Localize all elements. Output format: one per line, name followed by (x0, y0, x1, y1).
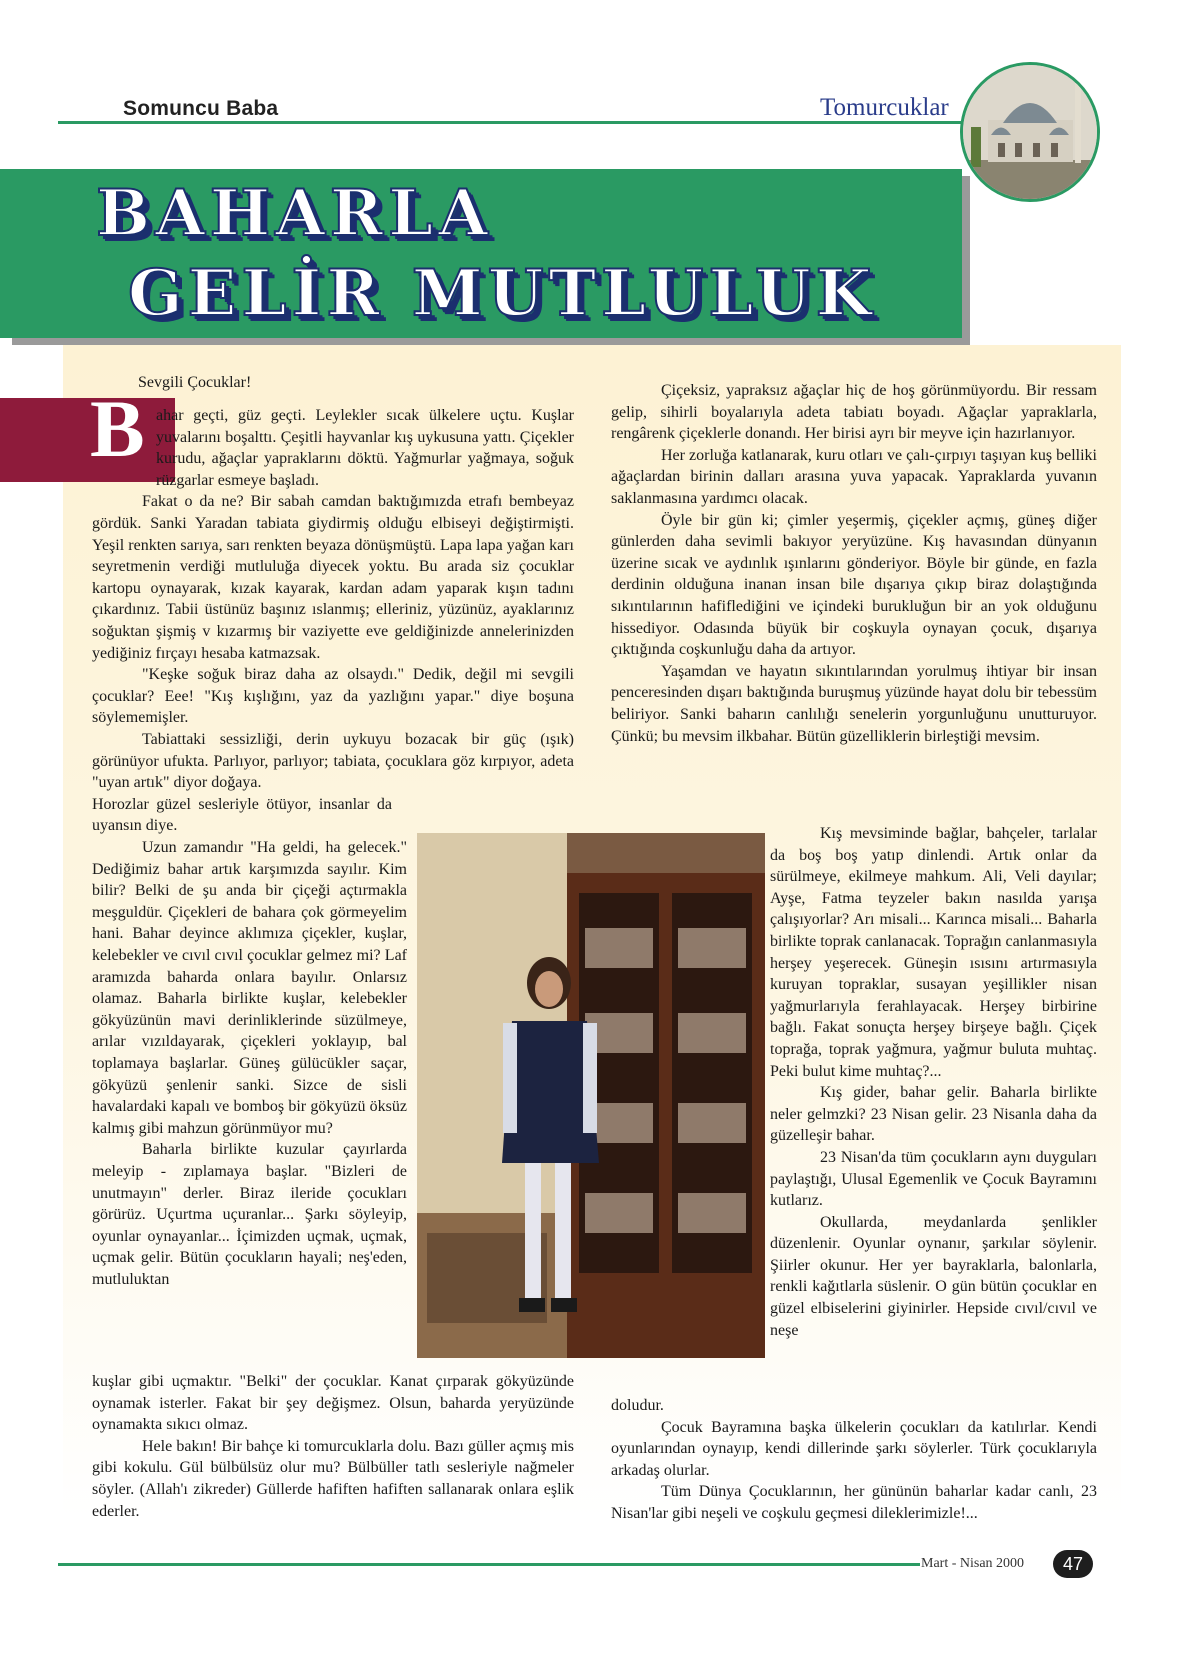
paragraph: Tüm Dünya Çocuklarının, her gününün baharlar kadar canlı, 23 Nisan'lar gibi neşeli ve coşkulu geçmesi dileklerimizle!... (611, 1483, 1097, 1522)
mosque-illustration (963, 65, 1097, 199)
paragraph: Hele bakın! Bir bahçe ki tomurcuklarla dolu. Bazı güller açmış mis gibi kokulu. Gül bülbülsüz olur mu? Bülbüller tatlı sesleriyle nağmeler söyler. (Allah'ı zikreder) Güllerde hafiften hafiften sallanarak onlara eşlik ederler. (92, 1437, 574, 1520)
right-column-bottom (611, 1395, 1097, 1525)
left-column-narrow (92, 837, 407, 1290)
right-column-top (611, 380, 1097, 747)
paragraph: Öyle bir gün ki; çimler yeşermiş, çiçekler açmış, güneş diğer günlerden daha sevimli bakıyor yeryüzüne. Kış havasından dünyanın üzerine sıcak ve aydınlık ışınlarını gönderiyor. Böyle bir günde, en fazla derdinin olduğuna inanan insan bile dışarıya çıkıp biraz dolaştığında sıkıntılarının hafiflediğini ve içindeki burukluğun bir an yok olduğunu hissediyor. Odasında büyük bir coşkuyla oynayan çocuk, dışarıya çıktığında coşkunluğu daha da artıyor. (611, 511, 1097, 659)
left-column-bottom (92, 1371, 574, 1522)
magazine-name: Somuncu Baba (123, 97, 279, 120)
paragraph: doludur. (611, 1397, 664, 1414)
paragraph: Yaşamdan ve hayatın sıkıntılarından yorulmuş ihtiyar bir insan penceresinden dışarı baktığında buruşmuş yüzünde hayat dolu bir tebessüm beliriyor. Sanki baharın canlılığı senelerin yorgunluğunu unutturuyor. Çünkü; bu mevsim ilkbahar. Bütün güzelliklerin birleştiği mevsim. (611, 662, 1097, 745)
paragraph: ahar geçti, güz geçti. Leylekler sıcak ülkelere uçtu. Kuşlar yuvalarını boşalttı. Çeşitli hayvanlar kış uykusuna yattı. Çiçekler kurudu, ağaçlar yapraklarını döktü. Yağmurlar yağmaya, soğuk rüzgarlar esmeye başladı. (156, 407, 574, 489)
girl-photo (417, 833, 765, 1358)
paragraph: Uzun zamandır "Ha geldi, ha gelecek." Dediğimiz bahar artık karşımızda sayılır. Kim bilir? Belki de şu anda bir çiçeği açtırmakla meşguldür. Çiçekleri de bahara çok görmeyelim hani. Bahar deyince aklımıza çiçekler, kuşlar, kelebekler ve cıvıl cıvıl çocuklar gelmez mi? Laf aramızda baharda onlara bayılır. Onlarsız olamaz. Baharla birlikte kuşlar, kelebekler gökyüzünün mavi derinliklerinde süzülmeye, arılar vızıldayarak, çiçekleri yoklayıp, bal toplamaya başlarlar. Güneş gülücükler saçar, gökyüzü şenlenir sanki. Sizce de sisli havalardaki kapalı ve bomboş bir gökyüzü öksüz kalmış gibi mahzun görünmüyor mu? (92, 839, 407, 1137)
paragraph: Horozlar güzel sesleriyle ötüyor, insanlar da uyansın diye. (92, 795, 392, 835)
paragraph: Tabiattaki sessizliği, derin uykuyu bozacak bir güç (ışık) görünüyor ufukta. Parlıyor, parlıyor; tabiata, çocuklara göz kırpıyor, adeta "uyan artık" diyor doğaya. (92, 730, 574, 792)
dropcap: B (90, 383, 145, 474)
page-number: 47 (1053, 1550, 1093, 1578)
paragraph: "Keşke soğuk biraz daha az olsaydı." Dedik, değil mi sevgili çocuklar? Eee! "Kış kışlığını, yaz da yazlığını yapar." diye boşuna söylememişler. (92, 666, 574, 727)
paragraph: Fakat o da ne? Bir sabah camdan baktığımızda etrafı bembeyaz gördük. Sanki Yaradan tabiata giydirmiş olduğu elbiseyi değiştirmişti. Yeşil renkten sarıya, sarı renkten beyaza dönüşmüştü. Lapa lapa yağan karı seyretmenin verdiği mutluluğa diyecek yoktu. Bu arada siz çocuklar kartopu oynayarak, kızak kayarak, kardan adam yaparak kışın tadını çıkardınız. Tabii üstünüz başınız ıslanmış; elleriniz, yüzünüz, ayaklarınız soğuktan şişmiş v kızarmış bir vaziyette eve geldiğinizde annelerinizden yediğiniz fırçayı hesaba katmazsak. (92, 493, 574, 662)
paragraph: Baharla birlikte kuzular çayırlarda meleyip - zıplamaya başlar. "Bizleri de unutmayın" derler. Biraz ileride çocukları görürüz. Uçurtma uçuranlar... Şarkı söyleyip, oyunlar oynayanlar... İçimizden uçmak, uçmak, uçmak gelir. Bütün çocukların hayali; neş'eden, mutluluktan (92, 1141, 407, 1288)
title-line-2: GELİR MUTLULUK (128, 256, 877, 331)
paragraph: Kış gider, bahar gelir. Baharla birlikte neler gelmzki? 23 Nisan gelir. 23 Nisanla daha da güzelleşir bahar. (770, 1084, 1097, 1145)
paragraph: Çocuk Bayramına başka ülkelerin çocukları da katılırlar. Kendi oyunlarından oynayıp, kendi dillerinde şarkı söylerler. Türk çocuklarıyla arkadaş olurlar. (611, 1418, 1097, 1479)
header-rule (58, 121, 978, 124)
paragraph: 23 Nisan'da tüm çocukların aynı duyguları paylaştığı, Ulusal Egemenlik ve Çocuk Bayramını kutlarız. (770, 1148, 1097, 1210)
footer-rule (58, 1563, 920, 1566)
greeting: Sevgili Çocuklar! (138, 374, 252, 391)
left-column-top (92, 405, 574, 837)
section-name: Tomurcuklar (820, 94, 949, 121)
paragraph: Her zorluğa katlanarak, kuru otları ve çalı-çırpıyı taşıyan kuş belliki ağaçlardan birinin dalları arasına yuva yapacak. Yapraklarda yuvanın saklanmasına yardımcı olacak. (611, 446, 1097, 507)
right-column-narrow (770, 823, 1097, 1341)
title-line-1: BAHARLA (96, 176, 493, 251)
issue-date: Mart - Nisan 2000 (921, 1556, 1025, 1571)
girl-photo-illustration (417, 833, 765, 1358)
paragraph: kuşlar gibi uçmaktır. "Belki" der çocuklar. Kanat çırparak gökyüzünde oynamak isterler. Fakat bir şey değişmez. Olsun, baharda yeryüzünde oynamakta sıkıcı olmaz. (92, 1373, 574, 1434)
paragraph: Çiçeksiz, yapraksız ağaçlar hiç de hoş görünmüyordu. Bir ressam gelip, sihirli boyalarıyla adeta tabiatı boyadı. Ağaçlar yapraklarla, rengârenk çiçeklerle donandı. Her birisi ayrı bir meyve için hazırlanıyor. (611, 382, 1097, 443)
mosque-photo (960, 62, 1100, 202)
paragraph: Kış mevsiminde bağlar, bahçeler, tarlalar da boş boş yatıp dinlendi. Artık onlar da sürülmeye, ekilmeye mahkum. Ali, Veli dayılar; Ayşe, Fatma teyzeler bakın nasılda yarışa çalışıyorlar? Arı misali... Karınca misali... Baharla birlikte toprak canlanacak. Toprağın canlanmasıyla herşey yeşerecek. Güneşin ısısını artırmasıyla kuruyan topraklar, susayan yeşillikler nisan yağmurlarıyla ferahlayacak. Herşey birbirine bağlı. Fakat sonuçta herşey birşeye bağlı. Çiçek toprağa, toprak yağmura, yağmur buluta muhtaç. Peki bulut kime muhtaç?... (770, 825, 1097, 1080)
paragraph: Okullarda, meydanlarda şenlikler düzenlenir. Oyunlar oynanır, şarkılar söylenir. Şiirler okunur. Her yer bayraklarla, balonlarla, renkli kağıtlarla süslenir. O gün bütün çocuklar en güzel elbiselerini giyinirler. Hepside cıvıl/cıvıl ve neşe (770, 1213, 1097, 1339)
